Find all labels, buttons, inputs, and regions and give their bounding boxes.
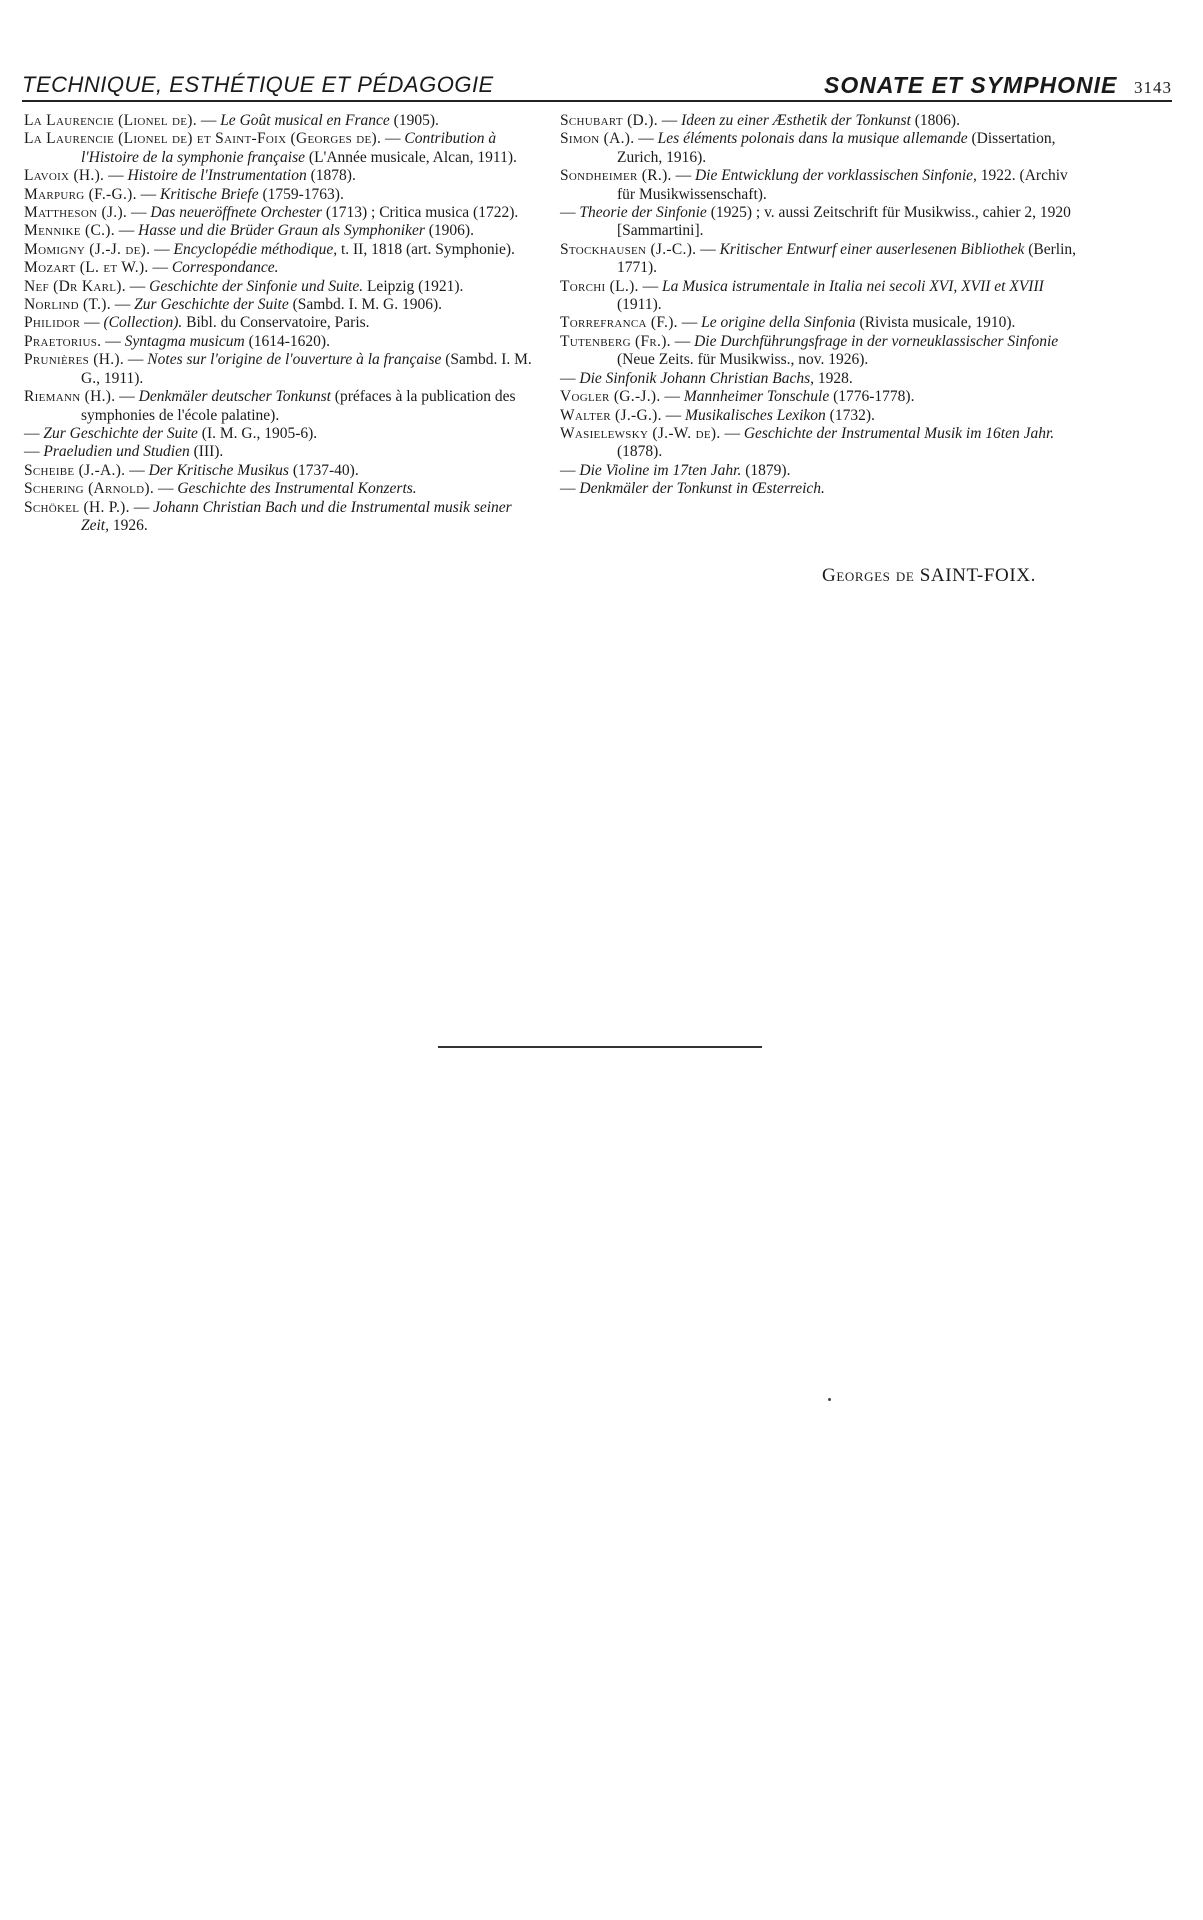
bibliography-entry: Nef (Dr Karl). — Geschichte der Sinfonie und Suite. Leipzig (1921).	[24, 277, 464, 295]
entry-work-title: Denkmäler der Tonkunst in Œsterreich.	[579, 480, 825, 498]
entry-details: t. II, 1818 (art. Symphonie).	[340, 240, 515, 258]
bibliography-entry: Schubart (D.). — Ideen zu einer Æsthetik der Tonkunst (1806).	[560, 112, 960, 129]
entry-work-title: Syntagma musicum	[124, 332, 245, 350]
entry-work-title: Mannheimer Tonschule	[683, 388, 830, 406]
entry-work-title: La Musica istrumentale in Italia nei secoli XVI, XVII et XVIII	[661, 277, 1044, 295]
bibliography-entry: Prunières (H.). — Notes sur l'origine de l'ouverture à la française (Sambd. I. M. G., 1911).	[24, 351, 532, 387]
entry-work-title: Correspondance.	[171, 259, 279, 277]
entry-author: Mozart (L. et W.).	[24, 259, 149, 277]
bibliography-entry: — Zur Geschichte der Suite (I. M. G., 1905-6).	[24, 424, 318, 442]
entry-details: Bibl. du Conservatoire, Paris.	[186, 314, 370, 332]
bibliography-entry: Schökel (H. P.). — Johann Christian Bach und die Instrumental musik seiner Zeit, 1926.	[24, 498, 512, 534]
entry-work-title: Die Durchführungsfrage in der vorneuklassischer Sinfonie	[694, 332, 1059, 350]
entry-details: (I. M. G., 1905-6).	[201, 424, 318, 442]
entry-details: (1911).	[617, 296, 662, 314]
entry-details: (préfaces à la publication des symphonies de l'école palatine).	[81, 388, 516, 424]
entry-work-title: Musikalisches Lexikon	[685, 406, 826, 424]
running-header	[22, 72, 1172, 100]
entry-author: Philidor	[24, 314, 81, 332]
entry-author: Schökel (H. P.).	[24, 498, 130, 516]
entry-author: Prunières (H.).	[24, 351, 125, 369]
entry-details: (1906).	[428, 222, 474, 240]
entry-work-title: Notes sur l'origine de l'ouverture à la française	[147, 351, 442, 369]
bibliography-entry: Walter (J.-G.). — Musikalisches Lexikon (1732).	[560, 406, 875, 424]
entry-details: (1879).	[745, 461, 791, 479]
entry-author: Schering (Arnold).	[24, 480, 155, 498]
entry-author: Nef (Dr Karl).	[24, 277, 126, 295]
entry-details: (1732).	[829, 406, 875, 424]
signature-prefix: Georges de	[822, 565, 915, 586]
bibliography-entry: Vogler (G.-J.). — Mannheimer Tonschule (1776-1778).	[560, 388, 915, 406]
bibliography-entry: Torrefranca (F.). — Le origine della Sinfonia (Rivista musicale, 1910).	[560, 314, 1016, 332]
entry-work-title: Le origine della Sinfonia	[701, 314, 856, 332]
entry-details: (Sambd. I. M. G., 1911).	[81, 351, 532, 387]
bibliography-entry: Torchi (L.). — La Musica istrumentale in Italia nei secoli XVI, XVII et XVIII (1911).	[560, 277, 1044, 314]
header-right-title: SONATE ET SYMPHONIE	[824, 72, 1118, 98]
signature-name: SAINT-FOIX.	[919, 565, 1036, 586]
entry-author: Norlind (T.).	[24, 296, 111, 314]
entry-details: (Neue Zeits. für Musikwiss., nov. 1926).	[617, 351, 869, 369]
entry-details: 1928.	[817, 369, 853, 387]
entry-author: Torrefranca (F.).	[560, 314, 678, 332]
bibliography-entry: Schering (Arnold). — Geschichte des Instrumental Konzerts.	[24, 480, 417, 498]
entry-author: Torchi (L.).	[560, 277, 639, 295]
entry-details: (1878).	[310, 167, 356, 185]
entry-work-title: Johann Christian Bach und die Instrumental musik seiner Zeit,	[81, 498, 512, 534]
entry-work-title: Das neueröffnete Orchester	[150, 204, 322, 222]
entry-work-title: Die Entwicklung der vorklassischen Sinfonie,	[694, 167, 977, 185]
bibliography-entry: Tutenberg (Fr.). — Die Durchführungsfrage in der vorneuklassischer Sinfonie (Neue Zeits. für Musikwiss., nov. 1926).	[560, 332, 1059, 369]
bibliography-entry: — Praeludien und Studien (III).	[24, 443, 224, 461]
entry-author: Lavoix (H.).	[24, 167, 105, 185]
entry-details: Leipzig (1921).	[366, 277, 464, 295]
entry-details: (Berlin, 1771).	[617, 240, 1077, 277]
author-signature	[822, 565, 1036, 587]
bibliography-entry: Marpurg (F.-G.). — Kritische Briefe (1759-1763).	[24, 185, 344, 203]
bibliography-entry: — Denkmäler der Tonkunst in Œsterreich.	[560, 480, 825, 498]
entry-author: Sondheimer (R.).	[560, 167, 672, 185]
entry-details: (1806).	[914, 112, 960, 129]
entry-details: (Sambd. I. M. G. 1906).	[292, 296, 442, 314]
entry-work-title: Contribution à l'Histoire de la symphonie française	[81, 130, 497, 166]
entry-details: 1926.	[112, 516, 148, 534]
entry-details: (L'Année musicale, Alcan, 1911).	[308, 148, 517, 166]
end-rule	[438, 1046, 762, 1048]
left-column	[24, 112, 542, 535]
entry-author: Walter (J.-G.).	[560, 406, 662, 424]
entry-work-title: Geschichte der Instrumental Musik im 16ten Jahr.	[743, 424, 1055, 442]
entry-work-title: Geschichte des Instrumental Konzerts.	[177, 480, 417, 498]
bibliography-entry: Norlind (T.). — Zur Geschichte der Suite (Sambd. I. M. G. 1906).	[24, 296, 442, 314]
bibliography-entry: — Die Sinfonik Johann Christian Bachs, 1928.	[560, 369, 853, 387]
bibliography-entry: Riemann (H.). — Denkmäler deutscher Tonkunst (préfaces à la publication des symphonies de l'école palatine).	[24, 388, 516, 424]
bibliography-entry: Mozart (L. et W.). — Correspondance.	[24, 259, 279, 277]
entry-author: Praetorius.	[24, 332, 102, 350]
entry-author: La Laurencie (Lionel de).	[24, 112, 197, 129]
bibliography-entry: Mattheson (J.). — Das neueröffnete Orchester (1713) ; Critica musica (1722).	[24, 204, 519, 222]
header-right	[824, 72, 1172, 99]
bibliography-entry: Praetorius. — Syntagma musicum (1614-1620).	[24, 332, 330, 350]
entry-work-title: Histoire de l'Instrumentation	[127, 167, 307, 185]
entry-details: (1614-1620).	[248, 332, 330, 350]
entry-author: Simon (A.).	[560, 130, 635, 148]
entry-work-title: Praeludien und Studien	[43, 443, 190, 461]
page-number: 3143	[1134, 78, 1172, 97]
bibliography-entry: — Die Violine im 17ten Jahr. (1879).	[560, 461, 791, 479]
bibliography-entry: Sondheimer (R.). — Die Entwicklung der vorklassischen Sinfonie, 1922. (Archiv für Musikwissenschaft).	[560, 167, 1068, 203]
entry-author: Riemann (H.).	[24, 388, 116, 406]
entry-work-title: Kritische Briefe	[160, 185, 259, 203]
entry-author: Vogler (G.-J.).	[560, 388, 661, 406]
entry-details: (III).	[193, 443, 224, 461]
entry-details: (1776-1778).	[833, 388, 915, 406]
entry-work-title: Geschichte der Sinfonie und Suite.	[149, 277, 364, 295]
entry-details: (1905).	[393, 112, 439, 129]
bibliography-entry: La Laurencie (Lionel de) et Saint-Foix (Georges de). — Contribution à l'Histoire de la symphonie française (L'Année musicale, Alcan, 1911).	[24, 130, 517, 166]
bibliography-entry: — Theorie der Sinfonie (1925) ; v. aussi Zeitschrift für Musikwiss., cahier 2, 1920 [Sammartini].	[560, 204, 1071, 240]
bibliography-entry: Momigny (J.-J. de). — Encyclopédie méthodique, t. II, 1818 (art. Symphonie).	[24, 240, 515, 258]
header-rule	[22, 100, 1172, 102]
bibliography-entry: Lavoix (H.). — Histoire de l'Instrumentation (1878).	[24, 167, 356, 185]
bibliography-entry: Wasielewsky (J.-W. de). — Geschichte der Instrumental Musik im 16ten Jahr. (1878).	[560, 424, 1055, 461]
right-column	[560, 112, 1080, 499]
bibliography-entry: Philidor — (Collection). Bibl. du Conservatoire, Paris.	[24, 314, 370, 332]
entry-work-title: Die Sinfonik Johann Christian Bachs,	[579, 369, 815, 387]
bibliography-entry: Simon (A.). — Les éléments polonais dans la musique allemande (Dissertation, Zurich, 1916).	[560, 130, 1056, 166]
entry-work-title: Ideen zu einer Æsthetik der Tonkunst	[681, 112, 911, 129]
entry-author: Tutenberg (Fr.).	[560, 332, 671, 350]
entry-details: (Rivista musicale, 1910).	[859, 314, 1016, 332]
entry-author: Wasielewsky (J.-W. de).	[560, 424, 721, 442]
entry-author: Stockhausen (J.-C.).	[560, 240, 697, 258]
entry-work-title: Zur Geschichte der Suite	[134, 296, 289, 314]
entry-author: La Laurencie (Lionel de) et Saint-Foix (Georges de).	[24, 130, 382, 148]
entry-work-title: Der Kritische Musikus	[148, 461, 289, 479]
entry-author: Schubart (D.).	[560, 112, 658, 129]
entry-author: Scheibe (J.-A.).	[24, 461, 126, 479]
entry-details: (Dissertation, Zurich, 1916).	[617, 130, 1056, 166]
header-left-title: TECHNIQUE, ESTHÉTIQUE ET PÉDAGOGIE	[22, 72, 494, 97]
entry-work-title: Le Goût musical en France	[220, 112, 390, 129]
entry-work-title: Theorie der Sinfonie	[579, 204, 707, 222]
bibliography-entry: Mennike (C.). — Hasse und die Brüder Graun als Symphoniker (1906).	[24, 222, 474, 240]
entry-work-title: Denkmäler deutscher Tonkunst	[138, 388, 331, 406]
entry-details: (1713) ; Critica musica (1722).	[325, 204, 519, 222]
entry-work-title: Hasse und die Brüder Graun als Symphoniker	[138, 222, 425, 240]
entry-details: (1737-40).	[292, 461, 359, 479]
bibliography-entry: Stockhausen (J.-C.). — Kritischer Entwurf einer auserlesenen Bibliothek (Berlin, 1771).	[560, 240, 1077, 277]
entry-details: (1878).	[617, 443, 663, 461]
entry-work-title: Les éléments polonais dans la musique allemande	[657, 130, 968, 148]
entry-work-title: Zur Geschichte der Suite	[43, 424, 198, 442]
entry-work-title: Encyclopédie méthodique,	[173, 240, 338, 258]
entry-work-title: (Collection).	[103, 314, 183, 332]
entry-author: Momigny (J.-J. de).	[24, 240, 151, 258]
entry-work-title: Die Violine im 17ten Jahr.	[579, 461, 742, 479]
ink-speck	[828, 1398, 831, 1401]
entry-details: (1759-1763).	[262, 185, 344, 203]
entry-author: Mennike (C.).	[24, 222, 115, 240]
entry-work-title: Kritischer Entwurf einer auserlesenen Bibliothek	[719, 240, 1025, 258]
entry-author: Mattheson (J.).	[24, 204, 128, 222]
bibliography-entry: Scheibe (J.-A.). — Der Kritische Musikus (1737-40).	[24, 461, 359, 479]
bibliography-entry: La Laurencie (Lionel de). — Le Goût musical en France (1905).	[24, 112, 439, 129]
entry-author: Marpurg (F.-G.).	[24, 185, 137, 203]
entry-details: 1922. (Archiv für Musikwissenschaft).	[617, 167, 1068, 203]
entry-details: (1925) ; v. aussi Zeitschrift für Musikwiss., cahier 2, 1920 [Sammartini].	[617, 204, 1071, 240]
